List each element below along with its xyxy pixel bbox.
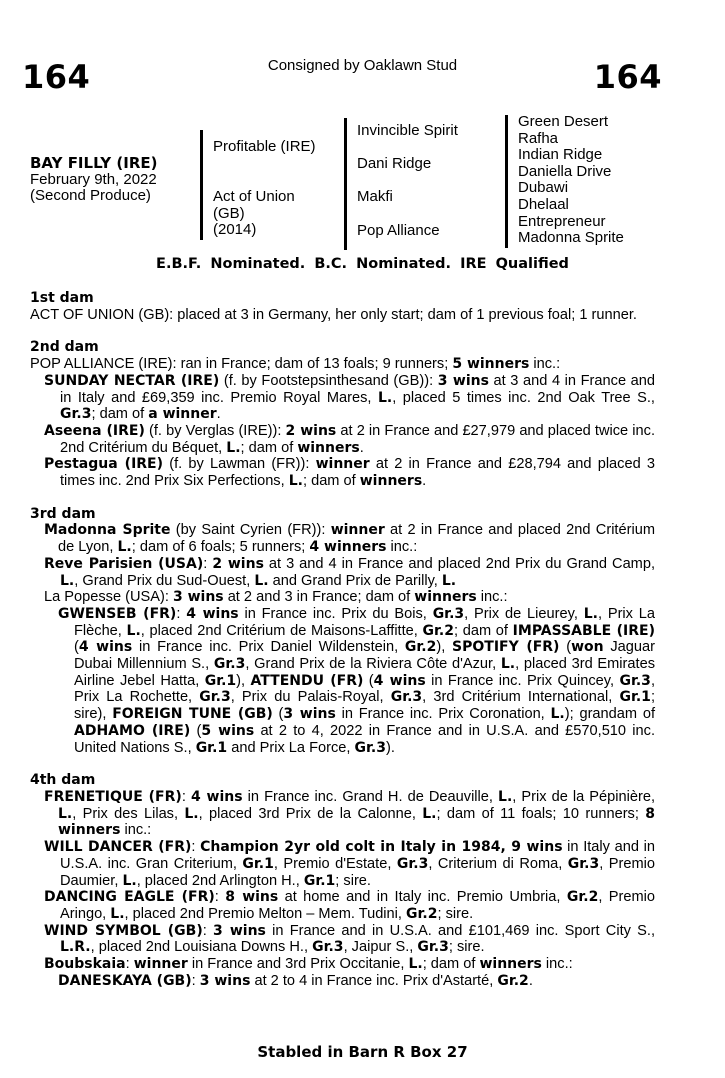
pedigree-bracket-3 <box>505 115 508 248</box>
second-dam-produce-3: Pestagua (IRE) (f. by Lawman (FR)): winner at 2 in France and £28,794 and placed 3 times inc. 2nd Prix Six Perfections, L.; dam of winners. <box>44 456 656 490</box>
horse-produce: (Second Produce) <box>30 187 151 205</box>
fourth-dam-text: FRENETIQUE (FR): 4 wins in France inc. Grand H. de Deauville, L., Prix de la Pépinière, L., Prix des Lilas, L., placed 3rd Prix de la Calonne, L.; dam of 11 foals; 10 runners; 8 winners inc.: <box>44 788 656 839</box>
pedigree-bracket-1 <box>200 130 203 240</box>
nominations: E.B.F. Nominated. B.C. Nominated. IRE Qualified <box>156 256 569 272</box>
ggs-4: Daniella Drive <box>518 162 612 180</box>
ggs-8: Madonna Sprite <box>518 229 624 247</box>
grandsire-4: Pop Alliance <box>357 222 440 239</box>
pedigree-sire: Profitable (IRE) <box>213 138 316 155</box>
pedigree-dam <box>213 189 295 239</box>
third-dam-produce-2: La Popesse (USA): 3 wins at 2 and 3 in France; dam of winners inc.: <box>44 589 508 606</box>
third-dam-grandproduce: GWENSEB (FR): 4 wins in France inc. Prix du Bois, Gr.3, Prix de Lieurey, L., Prix La Flèche, L., placed 2nd Critérium de Maisons-Laffitte, Gr.2; dam of IMPASSABLE (IRE) (4 wins in France inc. Prix Daniel Wildenstein, Gr.2), SPOTIFY (FR) (won Jaguar Dubai Millennium S., Gr.3, Grand Prix de la Riviera Côte d'Azur, L., placed 3rd Emirates Airline Jebel Hatta, Gr.1), ATTENDU (FR) (4 wins in France inc. Prix Quincey, Gr.3, Prix La Rochette, Gr.3, Prix du Palais-Royal, Gr.3, 3rd Critérium International, Gr.1; sire), FOREIGN TUNE (GB) (3 wins in France inc. Prix Coronation, L.); grandam of ADHAMO (IRE) (5 wins at 2 to 4, 2022 in France and in U.S.A. and £570,510 inc. United Nations S., Gr.1 and Prix La Force, Gr.3). <box>58 605 656 756</box>
dam-country: (GB) <box>213 204 245 222</box>
stabling-footer: Stabled in Barn R Box 27 <box>257 1043 468 1061</box>
horse-info <box>30 155 157 205</box>
second-dam-heading: 2nd dam <box>30 339 99 356</box>
second-dam-text: POP ALLIANCE (IRE): ran in France; dam of 13 foals; 9 runners; 5 winners inc.: <box>30 356 561 373</box>
grandsire-1: Invincible Spirit <box>357 122 458 139</box>
fourth-dam-produce-1: WILL DANCER (FR): Champion 2yr old colt in Italy in 1984, 9 wins in Italy and in U.S.A. inc. Gran Criterium, Gr.1, Premio d'Estate, Gr.3, Criterium di Roma, Gr.3, Premio Daumier, L., placed 2nd Arlington H., Gr.1; sire. <box>44 839 655 889</box>
third-dam-produce-1: Reve Parisien (USA): 2 wins at 3 and 4 in France and placed 2nd Prix du Grand Camp, L., Grand Prix du Sud-Ouest, L. and Grand Prix de Parilly, L. <box>44 555 656 589</box>
second-dam-produce-1: SUNDAY NECTAR (IRE) (f. by Footstepsinthesand (GB)): 3 wins at 3 and 4 in France and in Italy and £69,359 inc. Premio Royal Mares, L., placed 5 times inc. 2nd Oak Tree S., Gr.3; dam of a winner. <box>44 372 656 423</box>
pedigree-bracket-2 <box>344 118 347 250</box>
fourth-dam-produce-3: WIND SYMBOL (GB): 3 wins in France and in U.S.A. and £101,469 inc. Sport City S., L.R., placed 2nd Louisiana Downs H., Gr.3, Jaipur S., Gr.3; sire. <box>44 922 656 956</box>
grandsire-3: Makfi <box>357 188 393 205</box>
ggs-2: Rafha <box>518 129 559 147</box>
ggs-3: Indian Ridge <box>518 146 603 164</box>
ggs-1: Green Desert <box>518 113 609 130</box>
consignor: Consigned by Oaklawn Stud <box>267 57 458 74</box>
dam-name: Act of Union <box>213 188 295 205</box>
dam-year: (2014) <box>213 221 257 239</box>
grandsire-2: Dani Ridge <box>357 155 432 172</box>
fourth-dam-produce-2: DANCING EAGLE (FR): 8 wins at home and in Italy inc. Premio Umbria, Gr.2, Premio Aringo, L., placed 2nd Premio Melton – Mem. Tudini, Gr.2; sire. <box>44 889 655 922</box>
ggs-6: Dhelaal <box>518 195 569 213</box>
horse-name: BAY FILLY (IRE) <box>30 154 158 172</box>
fourth-dam-produce-4: Boubskaia: winner in France and 3rd Prix Occitanie, L.; dam of winners inc.: <box>44 956 573 973</box>
great-grandsires <box>518 114 624 247</box>
lot-number-right: 164 <box>593 58 662 96</box>
ggs-5: Dubawi <box>518 179 569 197</box>
horse-foaled: February 9th, 2022 <box>30 170 157 188</box>
third-dam-heading: 3rd dam <box>30 505 96 522</box>
fourth-dam-grandproduce: DANESKAYA (GB): 3 wins at 2 to 4 in France inc. Prix d'Astarté, Gr.2. <box>58 972 533 989</box>
ggs-7: Entrepreneur <box>518 212 606 230</box>
first-dam-text: ACT OF UNION (GB): placed at 3 in Germany, her only start; dam of 1 previous foal; 1 runner. <box>30 306 637 323</box>
lot-number-left: 164 <box>22 58 91 96</box>
fourth-dam-heading: 4th dam <box>30 772 96 789</box>
first-dam-heading: 1st dam <box>30 290 94 306</box>
second-dam-produce-2: Aseena (IRE) (f. by Verglas (IRE)): 2 wins at 2 in France and £27,979 and placed twice inc. 2nd Critérium du Béquet, L.; dam of winners. <box>44 422 656 456</box>
third-dam-text: Madonna Sprite (by Saint Cyrien (FR)): winner at 2 in France and placed 2nd Critérium de Lyon, L.; dam of 6 foals; 5 runners; 4 winners inc.: <box>44 522 655 556</box>
catalogue-body <box>30 290 655 989</box>
